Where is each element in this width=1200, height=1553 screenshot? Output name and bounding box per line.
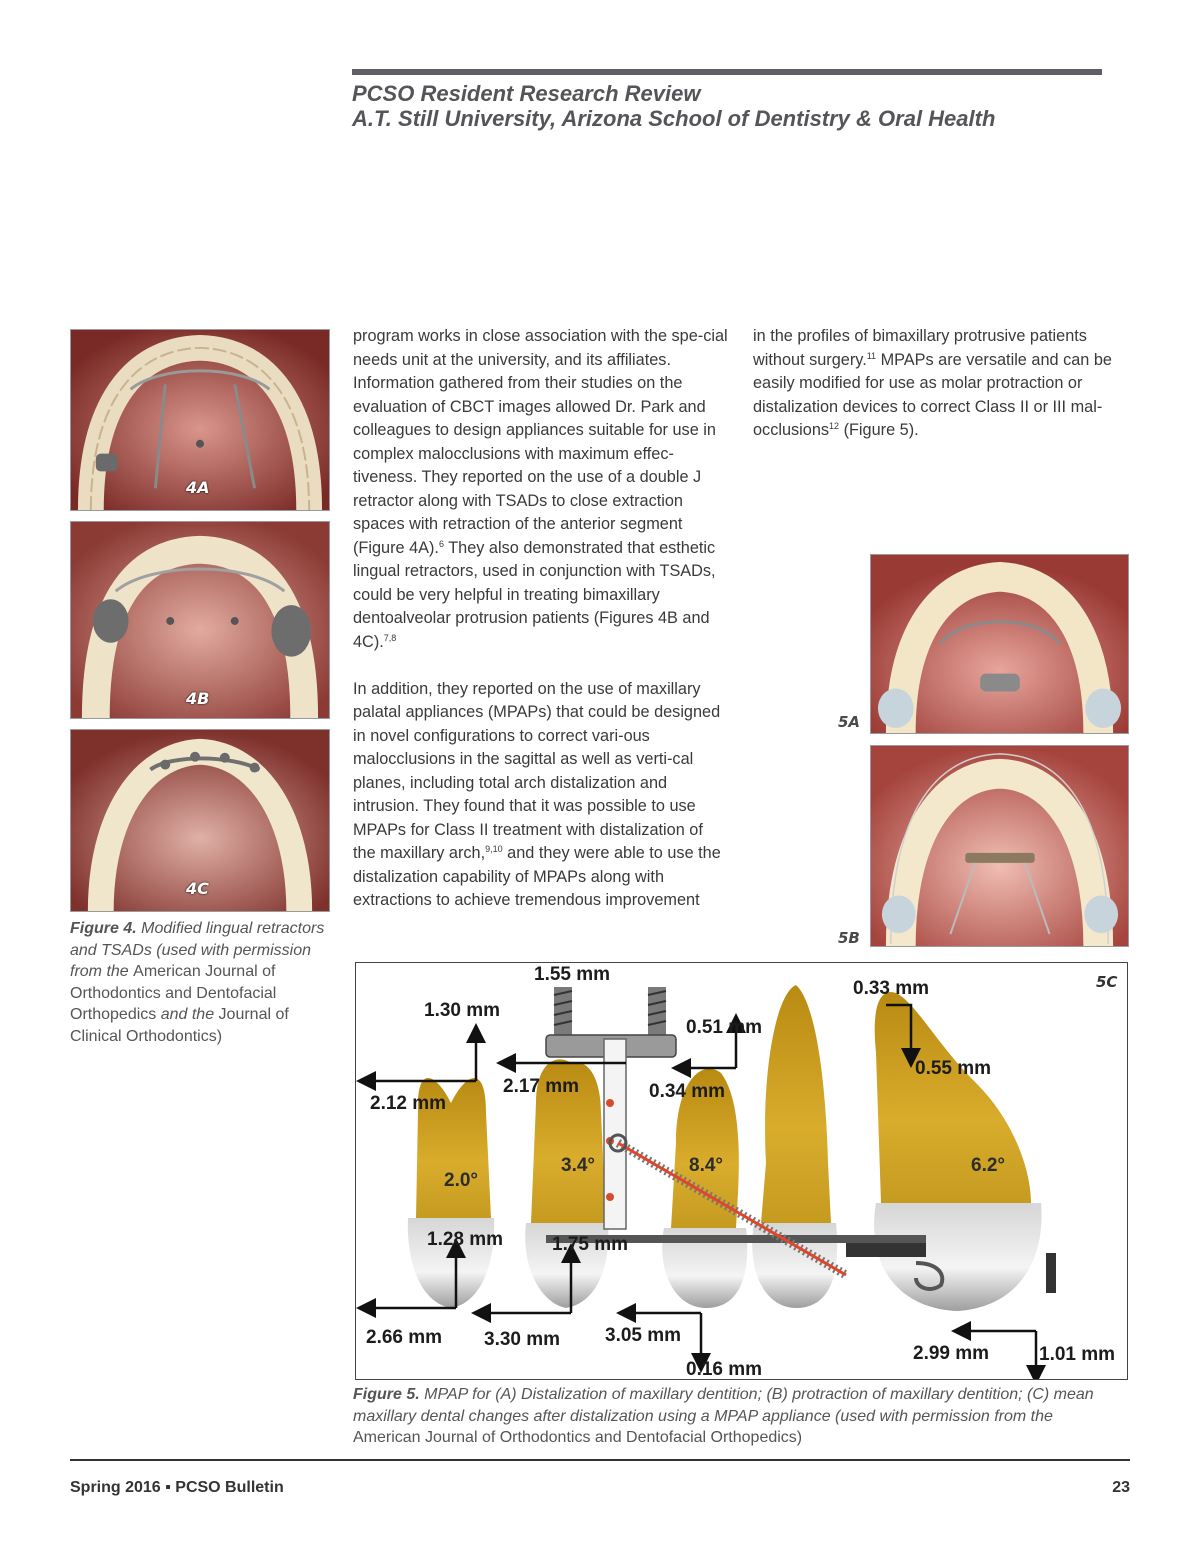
measure-0-16: 0.16 mm [686,1359,763,1379]
figure-5c-diagram [355,962,1128,1380]
measure-2-99: 2.99 mm [913,1343,990,1364]
footer-rule [70,1459,1130,1461]
figure-4b-label: 4B [186,689,210,708]
measure-1-30: 1.30 mm [424,1000,501,1021]
measure-1-55: 1.55 mm [534,964,611,985]
figure-4a-label: 4A [186,478,210,497]
figure-4-caption-lead: Figure 4. [70,920,137,937]
page-number: 23 [1112,1479,1130,1496]
angle-3-4: 3.4° [561,1155,596,1176]
header-rule [352,69,1102,75]
body-paragraph-3: in the profiles of bimaxillary protrusive patients without surgery.$^{11}$ MPAPs are versatile and can be easily modified for use as molar protraction or distalization devices to correct Class II or III mal-occlusions$^{12}$ (Figure 5). [753,327,1112,439]
figure-5b-photo [870,745,1129,947]
reference-11: 11 [866,350,877,361]
angle-6-2: 6.2° [971,1155,1006,1176]
tooth-molar-third [874,992,1041,1311]
figure-4-caption-journal2: Journal of Clinical Orthodontics) [70,1006,289,1045]
tooth-molar-second [752,985,837,1308]
body-column-1 [353,325,729,913]
figure-5-caption-lead: Figure 5. [353,1386,420,1403]
reference-7-8: 7,8 [383,632,397,643]
angle-2-0: 2.0° [444,1170,479,1191]
figure-4-caption-text2: and the [156,1006,219,1023]
figure-5b-label: 5B [838,929,860,947]
reference-12: 12 [829,421,840,431]
measure-0-33: 0.33 mm [853,978,930,999]
measure-0-51: 0.51 mm [686,1017,763,1038]
measure-3-05: 3.05 mm [605,1325,682,1346]
measure-3-30: 3.30 mm [484,1329,561,1350]
measure-2-12: 2.12 mm [370,1093,447,1114]
measure-2-17: 2.17 mm [503,1076,580,1097]
measure-0-55: 0.55 mm [915,1058,992,1079]
figure-4-caption-text1: Modified lingual retractors and TSADs (used with permission from the [70,920,325,980]
measure-2-66: 2.66 mm [366,1327,443,1348]
reference-9-10: 9,10 [485,844,503,854]
measure-0-34: 0.34 mm [649,1081,726,1102]
angle-8-4: 8.4° [689,1155,724,1176]
tooth-molar-first [662,1069,747,1308]
footer-publication: Spring 2016 ▪ PCSO Bulletin [70,1479,284,1496]
figure-5a-photo [870,554,1129,734]
body-paragraph-2: In addition, they reported on the use of maxillary palatal appliances (MPAPs) that could be designed in novel configurations to correct vari-ous malocclusions in the sagittal as well as verti-cal planes, including total arch distalization and intrusion. They found that it was possible to use MPAPs for Class II treatment with distalization of the maxillary arch,$^{9,10}$ and they were able to use the distalization capability of MPAPs along with extractions to achieve tremendous improvement [353,679,721,909]
figure-4-caption-journal1: American Journal of Orthodontics and Dentofacial Orthopedics [70,963,277,1023]
running-header-institution: A.T. Still University, Arizona School of Dentistry & Oral Health [352,106,996,131]
figure-5-caption-text: MPAP for (A) Distalization of maxillary dentition; (B) protraction of maxillary dentition; (C) mean maxillary dental changes after distalization using a MPAP appliance (used with permission from the [353,1386,1094,1425]
figure-5-caption-journal: American Journal of Orthodontics and Dentofacial Orthopedics) [353,1429,803,1446]
body-paragraph-1: program works in close association with the spe-cial needs unit at the university, and its affiliates. Information gathered from their studies on the evaluation of CBCT images allowed Dr. Park and colleagues to design appliances suitable for use in complex malocclusions with maximum effec-tiveness. They reported on the use of a double J retractor along with TSADs to close extraction spaces with retraction of the anterior segment (Figure 4A).$^6$ They also demonstrated that esthetic lingual retractors, used in conjunction with TSADs, could be very helpful in treating bimaxillary dentoalveolar protrusion patients (Figures 4B and 4C).$^{7,8}$ [353,327,728,651]
measure-1-75: 1.75 mm [552,1234,629,1255]
figure-4-caption [70,918,332,1047]
figure-4c-label: 4C [186,879,209,898]
figure-5a-label: 5A [838,713,861,731]
reference-6: 6 [438,538,444,549]
figure-5-caption [353,1384,1113,1449]
figure-5c-label: 5C [1096,973,1118,991]
measure-1-01: 1.01 mm [1039,1344,1116,1365]
body-column-2 [753,325,1125,443]
measure-1-28: 1.28 mm [427,1229,504,1250]
running-header-title: PCSO Resident Research Review [352,81,701,106]
